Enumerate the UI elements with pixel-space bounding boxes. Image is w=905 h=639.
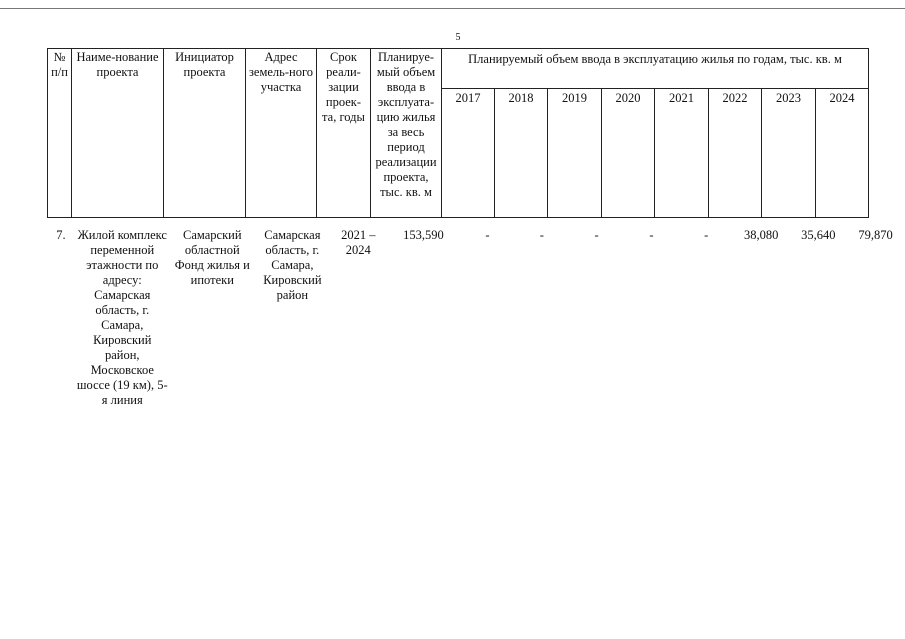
row-initiator: Самарский областной Фонд жилья и ипотеки xyxy=(174,228,250,287)
row-num: 7. xyxy=(56,228,66,242)
header-year: 2023 xyxy=(762,89,816,218)
row-year-value: - xyxy=(539,228,544,242)
row-planned-total: 153,590 xyxy=(403,228,444,242)
row-address: Самарская область, г. Самара, Кировский район xyxy=(263,228,322,302)
header-address: Адрес земель-ного участка xyxy=(246,49,317,218)
page-top-border xyxy=(0,8,905,9)
header-year: 2018 xyxy=(495,89,548,218)
header-planned-total: Планируе-мый объем ввода в эксплуата-цию жилья за весь период реализации проекта, тыс. кв. м xyxy=(371,49,442,218)
header-year: 2019 xyxy=(548,89,602,218)
header-year: 2020 xyxy=(602,89,655,218)
header-term: Срок реали-зации проек-та, годы xyxy=(317,49,371,218)
table-row xyxy=(47,228,905,408)
row-term: 2021 – 2024 xyxy=(341,228,376,257)
header-num: № п/п xyxy=(48,49,72,218)
header-name: Наиме-нование проекта xyxy=(72,49,164,218)
row-year-value: 38,080 xyxy=(744,228,779,242)
row-year-value: 79,870 xyxy=(858,228,893,242)
data-table xyxy=(47,228,905,408)
header-year: 2017 xyxy=(442,89,495,218)
row-year-value: - xyxy=(649,228,654,242)
header-year: 2024 xyxy=(816,89,869,218)
header-initiator: Инициатор проекта xyxy=(164,49,246,218)
row-year-value: 35,640 xyxy=(801,228,836,242)
row-project-name: Жилой комплекс переменной этажности по адресу: Самарская область, г. Самара, Кировский район, Московское шоссе (19 км), 5-я линия xyxy=(76,228,168,407)
header-by-years: Планируемый объем ввода в эксплуатацию жилья по годам, тыс. кв. м xyxy=(442,49,869,89)
header-table xyxy=(47,48,869,218)
row-year-value: - xyxy=(594,228,599,242)
row-year-value: - xyxy=(704,228,709,242)
row-year-value: - xyxy=(485,228,490,242)
header-year: 2021 xyxy=(655,89,709,218)
page-number: 5 xyxy=(455,32,461,43)
header-year: 2022 xyxy=(709,89,762,218)
